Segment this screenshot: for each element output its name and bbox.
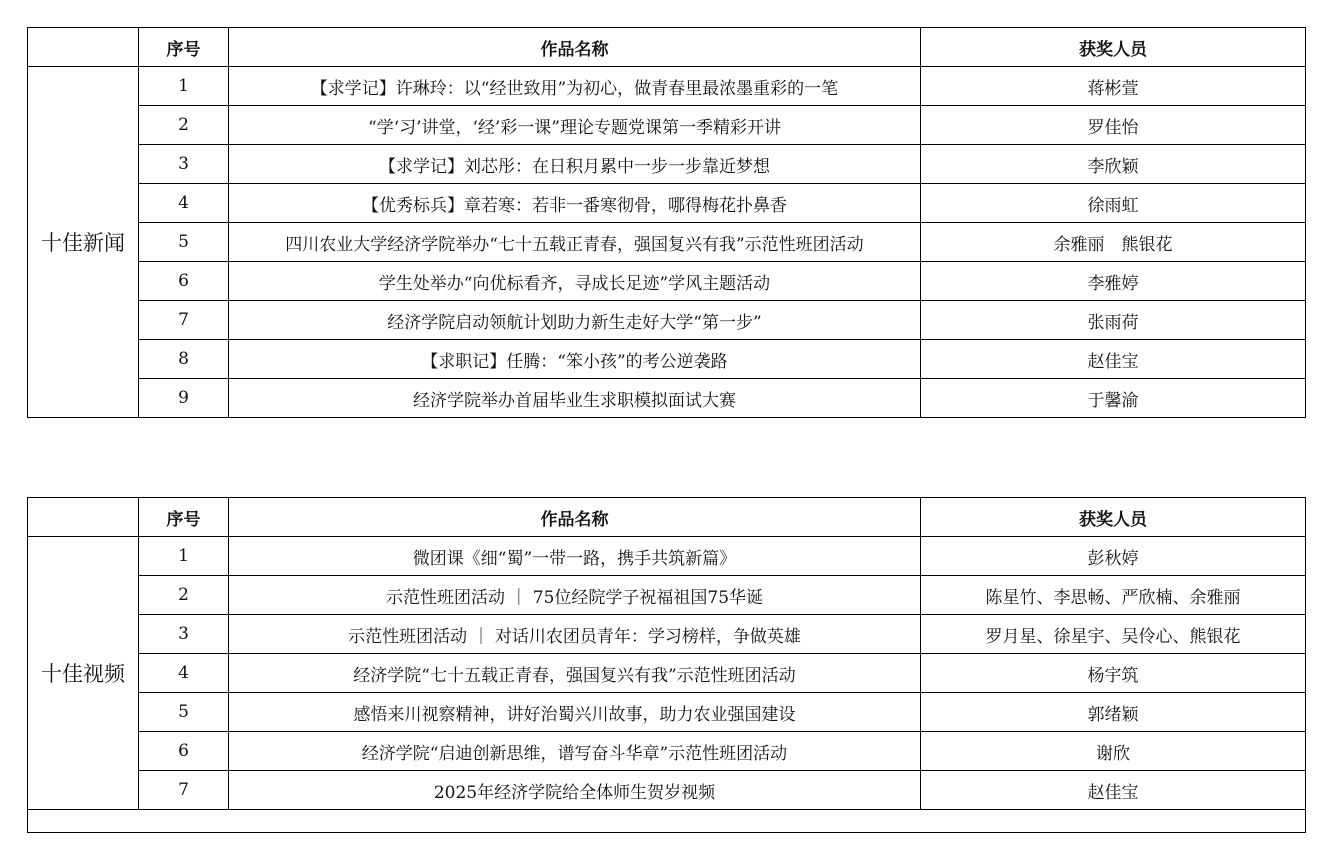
winner-names: 陈星竹、李思畅、严欣楠、余雅丽 — [921, 576, 1306, 615]
work-title: 【优秀标兵】章若寒：若非一番寒彻骨，哪得梅花扑鼻香 — [229, 184, 921, 223]
winner-names: 于馨渝 — [921, 379, 1306, 418]
work-title: “学‘习’讲堂，‘经’彩一课”理论专题党课第一季精彩开讲 — [229, 106, 921, 145]
table-row — [28, 340, 1306, 379]
table-row — [28, 732, 1306, 771]
table-row — [28, 537, 1306, 576]
header-title: 作品名称 — [229, 28, 921, 67]
row-number: 5 — [139, 223, 229, 262]
table-row — [28, 615, 1306, 654]
table-row — [28, 145, 1306, 184]
category-label: 十佳视频 — [28, 537, 139, 810]
work-title: 学生处举办“向优标看齐，寻成长足迹”学风主题活动 — [229, 262, 921, 301]
table-row — [28, 223, 1306, 262]
work-title: 感悟来川视察精神，讲好治蜀兴川故事，助力农业强国建设 — [229, 693, 921, 732]
header-winners: 获奖人员 — [921, 28, 1306, 67]
winner-names: 蒋彬萱 — [921, 67, 1306, 106]
table-row — [28, 693, 1306, 732]
winner-names: 李欣颖 — [921, 145, 1306, 184]
row-number: 3 — [139, 145, 229, 184]
work-title: 经济学院启动领航计划助力新生走好大学“第一步” — [229, 301, 921, 340]
work-title: 经济学院“启迪创新思维，谱写奋斗华章”示范性班团活动 — [229, 732, 921, 771]
work-title: 经济学院“七十五载正青春，强国复兴有我”示范性班团活动 — [229, 654, 921, 693]
winner-names: 李雅婷 — [921, 262, 1306, 301]
footer-blank-cell — [28, 810, 1306, 833]
work-title: 示范性班团活动 ｜ 75位经院学子祝福祖国75华诞 — [229, 576, 921, 615]
winner-names: 余雅丽 熊银花 — [921, 223, 1306, 262]
header-blank-cell — [28, 28, 139, 67]
work-title: 四川农业大学经济学院举办“七十五载正青春，强国复兴有我”示范性班团活动 — [229, 223, 921, 262]
winner-names: 杨宇筑 — [921, 654, 1306, 693]
video-awards-table — [27, 497, 1306, 833]
row-number: 4 — [139, 654, 229, 693]
row-number: 6 — [139, 262, 229, 301]
table-row — [28, 576, 1306, 615]
table-row — [28, 67, 1306, 106]
table-footer-row — [28, 810, 1306, 833]
winner-names: 郭绪颖 — [921, 693, 1306, 732]
work-title: 示范性班团活动 ｜ 对话川农团员青年：学习榜样，争做英雄 — [229, 615, 921, 654]
row-number: 3 — [139, 615, 229, 654]
row-number: 7 — [139, 301, 229, 340]
header-no: 序号 — [139, 498, 229, 537]
table-row — [28, 301, 1306, 340]
work-title: 【求学记】许琳玲：以“经世致用”为初心，做青春里最浓墨重彩的一笔 — [229, 67, 921, 106]
row-number: 4 — [139, 184, 229, 223]
winner-names: 张雨荷 — [921, 301, 1306, 340]
row-number: 6 — [139, 732, 229, 771]
row-number: 8 — [139, 340, 229, 379]
winner-names: 赵佳宝 — [921, 340, 1306, 379]
winner-names: 罗佳怡 — [921, 106, 1306, 145]
video-table-body — [28, 537, 1306, 810]
table-row — [28, 262, 1306, 301]
row-number: 1 — [139, 537, 229, 576]
work-title: 经济学院举办首届毕业生求职模拟面试大赛 — [229, 379, 921, 418]
header-row — [28, 28, 1306, 67]
work-title: 2025年经济学院给全体师生贺岁视频 — [229, 771, 921, 810]
row-number: 2 — [139, 106, 229, 145]
table-row — [28, 184, 1306, 223]
table-row — [28, 106, 1306, 145]
news-table-body — [28, 67, 1306, 418]
news-awards-table — [27, 27, 1306, 418]
header-row — [28, 498, 1306, 537]
work-title: 【求学记】刘芯彤：在日积月累中一步一步靠近梦想 — [229, 145, 921, 184]
category-label: 十佳新闻 — [28, 67, 139, 418]
header-winners: 获奖人员 — [921, 498, 1306, 537]
row-number: 1 — [139, 67, 229, 106]
row-number: 7 — [139, 771, 229, 810]
header-title: 作品名称 — [229, 498, 921, 537]
winner-names: 徐雨虹 — [921, 184, 1306, 223]
row-number: 2 — [139, 576, 229, 615]
winner-names: 彭秋婷 — [921, 537, 1306, 576]
row-number: 9 — [139, 379, 229, 418]
winner-names: 谢欣 — [921, 732, 1306, 771]
table-row — [28, 379, 1306, 418]
winner-names: 罗月星、徐星宇、吴伶心、熊银花 — [921, 615, 1306, 654]
header-blank-cell — [28, 498, 139, 537]
work-title: 【求职记】任腾：“笨小孩”的考公逆袭路 — [229, 340, 921, 379]
table-row — [28, 654, 1306, 693]
winner-names: 赵佳宝 — [921, 771, 1306, 810]
row-number: 5 — [139, 693, 229, 732]
work-title: 微团课《细“蜀”一带一路，携手共筑新篇》 — [229, 537, 921, 576]
table-row — [28, 771, 1306, 810]
header-no: 序号 — [139, 28, 229, 67]
